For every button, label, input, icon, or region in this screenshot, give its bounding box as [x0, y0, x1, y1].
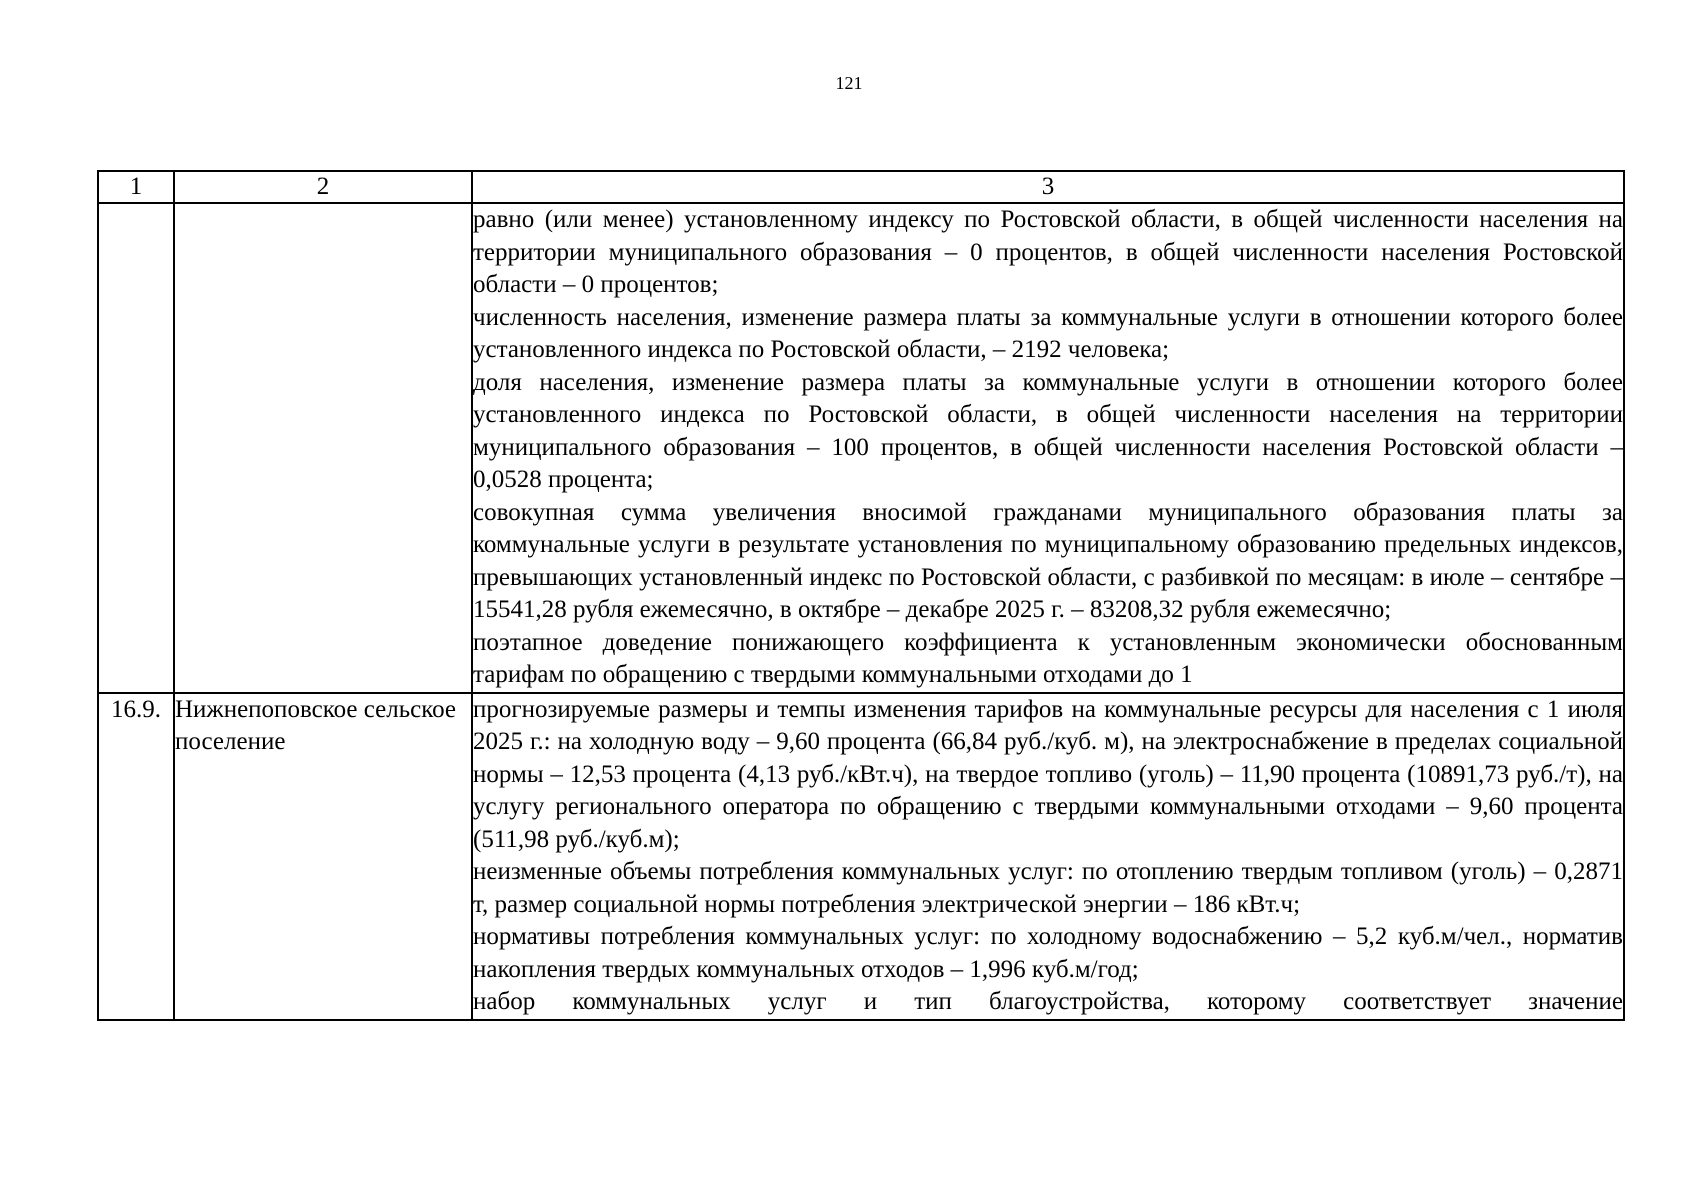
- table-row: [98, 693, 1624, 1020]
- description-paragraph: неизменные объемы потребления коммунальных услуг: по отоплению твердым топливом (уголь) – 0,2871 т, размер социальной нормы потребления электрической энергии – 186 кВт.ч;: [473, 858, 1623, 918]
- data-table: [97, 170, 1625, 1021]
- column-header-1: 1: [98, 171, 174, 203]
- description-paragraph: прогнозируемые размеры и темпы изменения тарифов на коммунальные ресурсы для населения с 1 июля 2025 г.: на холодную воду – 9,60 процента (66,84 руб./куб. м), на электроснабжение в пределах социальной нормы – 12,53 процента (4,13 руб./кВт.ч), на твердое топливо (уголь) – 11,90 процента (10891,73 руб./т), на услугу регионального оператора по обращению с твердыми коммунальными отходами – 9,60 процента (511,98 руб./куб.м);: [473, 695, 1623, 853]
- table-row: [98, 203, 1624, 693]
- description-paragraph: нормативы потребления коммунальных услуг: по холодному водоснабжению – 5,2 куб.м/чел., норматив накопления твердых коммунальных отходов – 1,996 куб.м/год;: [473, 923, 1623, 983]
- column-header-2: 2: [174, 171, 472, 203]
- page-number: 121: [835, 73, 863, 93]
- description-paragraph: набор коммунальных услуг и тип благоустройства, которому соответствует значение: [473, 988, 1623, 1015]
- row-description: [472, 203, 1624, 693]
- row-description: [472, 693, 1624, 1020]
- description-paragraph: равно (или менее) установленному индексу по Ростовской области, в общей численности населения на территории муниципального образования – 0 процентов, в общей численности населения Ростовской области – 0 процентов;: [473, 206, 1623, 298]
- description-paragraph: совокупная сумма увеличения вносимой гражданами муниципального образования платы за коммунальные услуги в результате установления по муниципальному образованию предельных индексов, превышающих установленный индекс по Ростовской области, с разбивкой по месяцам: в июле – сентябре – 15541,28 рубля ежемесячно, в октябре – декабре 2025 г. – 83208,32 рубля ежемесячно;: [473, 498, 1623, 623]
- description-paragraph: поэтапное доведение понижающего коэффициента к установленным экономически обоснованным тарифам по обращению с твердыми коммунальными отходами до 1: [473, 628, 1623, 688]
- row-number: 16.9.: [98, 693, 174, 1020]
- table-header-row: [98, 171, 1624, 203]
- row-number: [98, 203, 174, 693]
- settlement-name: Нижнепоповское сельское поселение: [174, 693, 472, 1020]
- description-paragraph: численность населения, изменение размера платы за коммунальные услуги в отношении которого более установленного индекса по Ростовской области, – 2192 человека;: [473, 303, 1623, 363]
- column-header-3: 3: [472, 171, 1624, 203]
- description-paragraph: доля населения, изменение размера платы за коммунальные услуги в отношении которого более установленного индекса по Ростовской области, в общей численности населения на территории муниципального образования – 100 процентов, в общей численности населения Ростовской области – 0,0528 процента;: [473, 368, 1623, 493]
- settlement-name: [174, 203, 472, 693]
